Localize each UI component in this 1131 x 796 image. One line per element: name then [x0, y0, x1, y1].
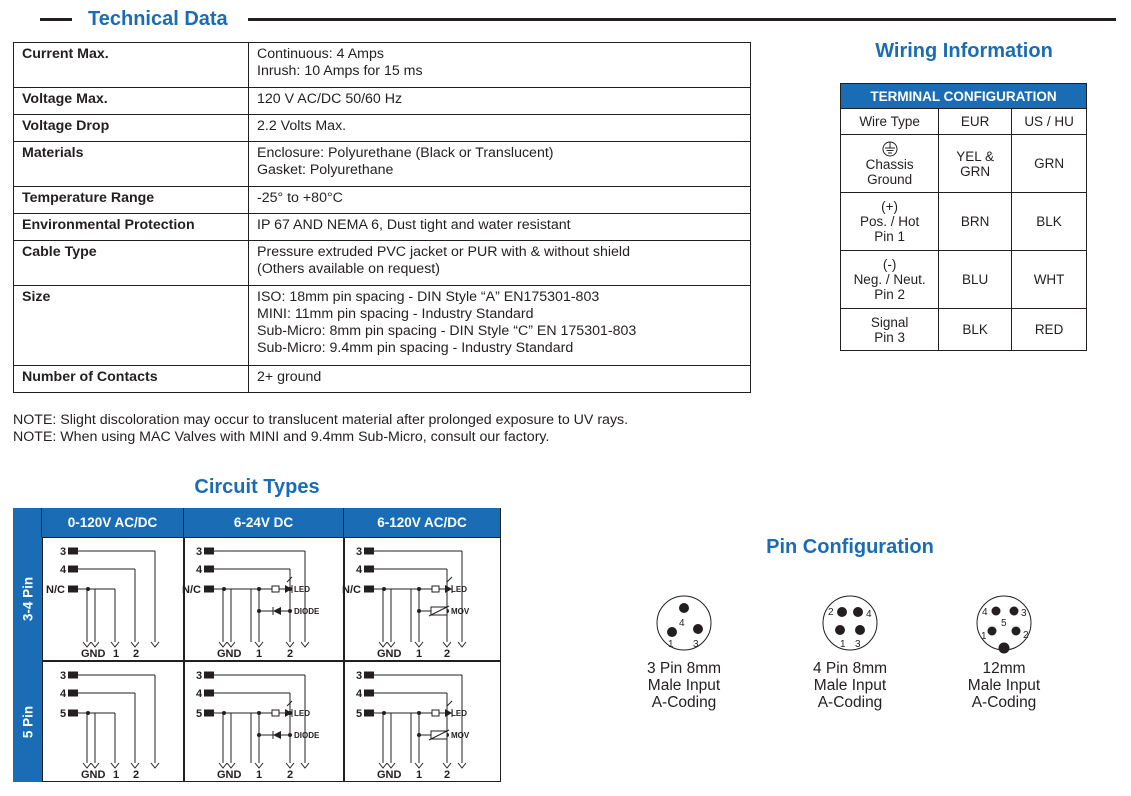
wire-type-line: Pin 3 [874, 329, 905, 345]
pin-contact [667, 627, 677, 637]
terminal-arrow [443, 763, 451, 768]
wire-type-line: Signal [870, 314, 909, 330]
eur-line: GRN [960, 163, 991, 179]
terminal-config-header: TERMINAL CONFIGURATION [841, 84, 1087, 109]
terminal-arrow [227, 642, 235, 647]
terminal-arrow [111, 642, 119, 647]
pin3-label: 3 [196, 546, 203, 558]
circuit-diagram [344, 661, 501, 782]
wiring-header-row [841, 84, 1087, 109]
pin-number: 3 [693, 639, 699, 650]
pin3-label: 3 [60, 546, 67, 558]
terminal-arrow [91, 763, 99, 768]
pin-number: 4 [866, 609, 872, 620]
pin4-label: 4 [196, 688, 203, 700]
nc-label: N/C [46, 584, 65, 596]
gnd-label: GND [217, 769, 242, 781]
pin-terminal [68, 586, 78, 593]
wire-type-cell [841, 309, 939, 351]
terminal-arrow [387, 642, 395, 647]
mov-label: MOV [451, 607, 470, 616]
spec-value-line: MINI: 11mm pin spacing - Industry Standard [257, 306, 534, 322]
pin1-label: 1 [416, 648, 423, 660]
pin-number: 5 [1001, 618, 1007, 629]
pin-number: 2 [1023, 630, 1029, 641]
terminal-arrow [151, 763, 159, 768]
pin1-label: 1 [256, 769, 263, 781]
pin1-label: 1 [256, 648, 263, 660]
terminal-arrow [458, 763, 466, 768]
eur-cell [939, 193, 1012, 251]
gnd-label: GND [81, 648, 106, 660]
circuit-row-header [13, 537, 42, 661]
eur-cell [939, 251, 1012, 309]
note-line: NOTE: When using MAC Valves with MINI and 9.4mm Sub-Micro, consult our factory. [13, 429, 550, 445]
pin1-label: 1 [113, 648, 120, 660]
spec-row [14, 142, 751, 187]
spec-value-line: IP 67 AND NEMA 6, Dust tight and water resistant [257, 217, 571, 233]
wire-type-line: Pos. / Hot [859, 214, 920, 229]
notes [13, 412, 628, 446]
spec-value-line: (Others available on request) [257, 261, 440, 277]
circuit-column-header: 6-24V DC [184, 508, 344, 537]
pin-terminal [204, 586, 214, 593]
wire-type-cell [841, 251, 939, 309]
spec-row [14, 187, 751, 214]
spec-row [14, 43, 751, 88]
wire-type-line: Ground [867, 171, 913, 187]
spec-row [14, 286, 751, 366]
ground-icon [881, 141, 899, 157]
page-title: Technical Data [88, 8, 228, 30]
circuit-types-grid [13, 508, 501, 782]
wiring-row [841, 135, 1087, 193]
spec-value [249, 241, 751, 286]
circuit-diagram [184, 661, 344, 782]
resistor-symbol [272, 586, 279, 592]
terminal-arrow [151, 642, 159, 647]
spec-value-line: Gasket: Polyurethane [257, 162, 394, 178]
wire-type-line: Chassis [865, 156, 914, 172]
wiring-column-header: Wire Type [841, 109, 939, 135]
terminal-configuration-table [840, 83, 1087, 351]
gnd-label: GND [217, 648, 242, 660]
eur-cell [939, 309, 1012, 351]
pin-contact [853, 607, 863, 617]
pin1-label: 1 [416, 769, 423, 781]
pin-terminal [204, 690, 214, 697]
spec-value [249, 187, 751, 214]
spec-value-line: 2+ ground [257, 369, 322, 385]
pin4-label: 4 [356, 564, 363, 576]
spec-row [14, 241, 751, 286]
circuit-column-header: 0-120V AC/DC [42, 508, 184, 537]
connector-caption-line: 12mm [982, 660, 1026, 677]
wiring-row [841, 309, 1087, 351]
resistor-symbol [272, 710, 279, 716]
led-label: LED [451, 709, 467, 718]
pin-terminal [68, 672, 78, 679]
terminal-arrow [83, 642, 91, 647]
eur-cell [939, 135, 1012, 193]
pin-terminal [204, 710, 214, 717]
terminal-arrow [458, 642, 466, 647]
connector-caption-line: 4 Pin 8mm [812, 660, 888, 677]
led-label: LED [294, 585, 310, 594]
terminal-arrow [91, 642, 99, 647]
pin4-label: 4 [60, 688, 67, 700]
spec-value-line: ISO: 18mm pin spacing - DIN Style “A” EN175301-803 [257, 289, 600, 305]
circuit-row-label: 5 Pin [20, 705, 35, 738]
circuit-corner [13, 508, 42, 537]
pin-contact [855, 625, 865, 635]
pin-number: 3 [855, 639, 861, 650]
diode-symbol [273, 731, 281, 739]
circuit-diagram [42, 537, 184, 661]
spec-value-line: 2.2 Volts Max. [257, 118, 347, 134]
eur-line: YEL & [956, 148, 995, 164]
pin-terminal [364, 548, 374, 555]
spec-label: Cable Type [14, 241, 249, 286]
eur-line: BRN [960, 214, 990, 229]
pin-contact [999, 643, 1010, 654]
pin3-label: 3 [196, 670, 203, 682]
pin4-label: 4 [356, 688, 363, 700]
wire-type-line: (-) [882, 257, 897, 272]
pin-terminal [204, 672, 214, 679]
connector-face [654, 593, 714, 653]
spec-value [249, 366, 751, 393]
terminal-arrow [286, 642, 294, 647]
terminal-arrow [415, 763, 423, 768]
pin-contact [992, 607, 1001, 616]
wire-type-cell [841, 135, 939, 193]
terminal-arrow [415, 642, 423, 647]
spec-label: Temperature Range [14, 187, 249, 214]
pin-number: 2 [828, 607, 834, 618]
pin5-label: 5 [356, 708, 363, 720]
spec-value [249, 142, 751, 187]
pin-terminal [204, 566, 214, 573]
spec-label: Size [14, 286, 249, 366]
spec-label: Voltage Drop [14, 115, 249, 142]
pin-contact [988, 627, 997, 636]
pin-terminal [364, 710, 374, 717]
pin3-label: 3 [60, 670, 67, 682]
wire-type-line: Pin 1 [874, 229, 905, 244]
us-hu-cell: RED [1012, 309, 1087, 351]
pin-terminal [364, 586, 374, 593]
wiring-row [841, 193, 1087, 251]
spec-value [249, 214, 751, 241]
spec-value [249, 115, 751, 142]
circuit-types-title: Circuit Types [194, 476, 320, 498]
spec-label: Number of Contacts [14, 366, 249, 393]
spec-label: Current Max. [14, 43, 249, 88]
diode-label: DIODE [294, 731, 320, 740]
wire-type-line: (+) [881, 199, 899, 214]
circuit-row-label: 3-4 Pin [20, 576, 35, 622]
terminal-arrow [227, 763, 235, 768]
connector-caption-line: Male Input [813, 677, 887, 694]
pin2-label: 2 [287, 769, 294, 781]
pin2-label: 2 [444, 769, 451, 781]
pin-contact [1012, 627, 1021, 636]
us-hu-cell: WHT [1012, 251, 1087, 309]
wiring-column-header: EUR [939, 109, 1012, 135]
gnd-label: GND [81, 769, 106, 781]
note-line: NOTE: Slight discoloration may occur to translucent material after prolonged exposure to UV rays. [13, 412, 629, 428]
pin-number: 4 [982, 607, 988, 618]
spec-row [14, 214, 751, 241]
pin4-label: 4 [60, 564, 67, 576]
gnd-label: GND [377, 648, 402, 660]
pin-terminal [68, 690, 78, 697]
us-hu-cell: GRN [1012, 135, 1087, 193]
pin-terminal [68, 710, 78, 717]
pin-contact [1010, 607, 1019, 616]
connector-caption-line: A-Coding [817, 694, 883, 711]
pin-terminal [204, 548, 214, 555]
connector-caption-line: Male Input [967, 677, 1041, 694]
pin-contact [835, 625, 845, 635]
terminal-arrow [286, 763, 294, 768]
terminal-arrow [301, 763, 309, 768]
spec-value-line: Continuous: 4 Amps [257, 46, 384, 62]
pin-terminal [68, 566, 78, 573]
pin2-label: 2 [444, 648, 451, 660]
pin-contact [837, 607, 847, 617]
pin2-label: 2 [133, 648, 140, 660]
pin-number: 1 [668, 639, 674, 650]
circuit-diagram [184, 537, 344, 661]
connector-caption-line: A-Coding [651, 694, 717, 711]
terminal-arrow [83, 763, 91, 768]
spec-value-line: Sub-Micro: 9.4mm pin spacing - Industry Standard [257, 340, 574, 356]
header-rule-right [248, 18, 1116, 21]
connector-caption-line: A-Coding [971, 694, 1037, 711]
connector-face [974, 593, 1034, 653]
eur-line: BLU [962, 272, 989, 287]
technical-data-table [13, 42, 751, 393]
spec-label: Voltage Max. [14, 88, 249, 115]
gnd-label: GND [377, 769, 402, 781]
connector-caption [780, 660, 920, 711]
pin-contact [693, 624, 703, 634]
pin-terminal [364, 672, 374, 679]
spec-value-line: Pressure extruded PVC jacket or PUR with & without shield [257, 244, 630, 260]
circuit-diagram [42, 661, 184, 782]
led-label: LED [451, 585, 467, 594]
header-rule-left [40, 18, 72, 21]
terminal-arrow [111, 763, 119, 768]
pin1-label: 1 [113, 769, 120, 781]
terminal-arrow [387, 763, 395, 768]
nc-label: N/C [342, 584, 361, 596]
terminal-arrow [219, 763, 227, 768]
connector-caption [614, 660, 754, 711]
connector-caption-line: Male Input [647, 677, 721, 694]
spec-row [14, 115, 751, 142]
terminal-arrow [131, 642, 139, 647]
spec-value-line: Inrush: 10 Amps for 15 ms [257, 63, 423, 79]
pin-number: 1 [981, 631, 987, 642]
pin-config-title: Pin Configuration [766, 536, 934, 558]
circuit-diagram [344, 537, 501, 661]
pin3-label: 3 [356, 670, 363, 682]
spec-value [249, 286, 751, 366]
us-hu-cell: BLK [1012, 193, 1087, 251]
terminal-arrow [443, 642, 451, 647]
spec-row [14, 88, 751, 115]
spec-label: Environmental Protection [14, 214, 249, 241]
nc-label: N/C [182, 584, 201, 596]
terminal-arrow [131, 763, 139, 768]
terminal-arrow [255, 763, 263, 768]
pin-terminal [364, 566, 374, 573]
pin-terminal [68, 548, 78, 555]
terminal-arrow [379, 642, 387, 647]
connector-face [820, 593, 880, 653]
terminal-arrow [301, 642, 309, 647]
pin-number: 3 [1021, 608, 1027, 619]
pin-number: 4 [679, 618, 685, 629]
wire-type-cell [841, 193, 939, 251]
spec-value-line: Enclosure: Polyurethane (Black or Translucent) [257, 145, 554, 161]
pin3-label: 3 [356, 546, 363, 558]
connector-caption-line: 3 Pin 8mm [646, 660, 722, 677]
diode-symbol [273, 607, 281, 615]
connector-outline [823, 596, 877, 650]
wire-type-line: Pin 2 [874, 287, 905, 302]
wiring-column-header: US / HU [1012, 109, 1087, 135]
led-label: LED [294, 709, 310, 718]
pin5-label: 5 [196, 708, 203, 720]
pin-number: 1 [840, 639, 846, 650]
resistor-symbol [432, 710, 439, 716]
pin4-label: 4 [196, 564, 203, 576]
wiring-title: Wiring Information [875, 40, 1053, 62]
diode-label: DIODE [294, 607, 320, 616]
spec-label: Materials [14, 142, 249, 187]
circuit-row-header [13, 661, 42, 782]
circuit-column-header: 6-120V AC/DC [344, 508, 501, 537]
spec-row [14, 366, 751, 393]
spec-value-line: Sub-Micro: 8mm pin spacing - DIN Style “C” EN 175301-803 [257, 323, 637, 339]
spec-value [249, 43, 751, 88]
pin5-label: 5 [60, 708, 67, 720]
spec-value-line: -25° to +80°C [257, 190, 343, 206]
eur-line: BLK [962, 322, 988, 337]
mov-label: MOV [451, 731, 470, 740]
pin-contact [679, 603, 689, 613]
pin-terminal [364, 690, 374, 697]
terminal-arrow [255, 642, 263, 647]
terminal-arrow [219, 642, 227, 647]
terminal-arrow [379, 763, 387, 768]
wiring-columns-row [841, 109, 1087, 135]
wire-type-line: Neg. / Neut. [853, 272, 926, 287]
spec-value [249, 88, 751, 115]
connector-caption [934, 660, 1074, 711]
pin2-label: 2 [133, 769, 140, 781]
pin2-label: 2 [287, 648, 294, 660]
spec-value-line: 120 V AC/DC 50/60 Hz [257, 91, 403, 107]
wiring-row [841, 251, 1087, 309]
resistor-symbol [432, 586, 439, 592]
